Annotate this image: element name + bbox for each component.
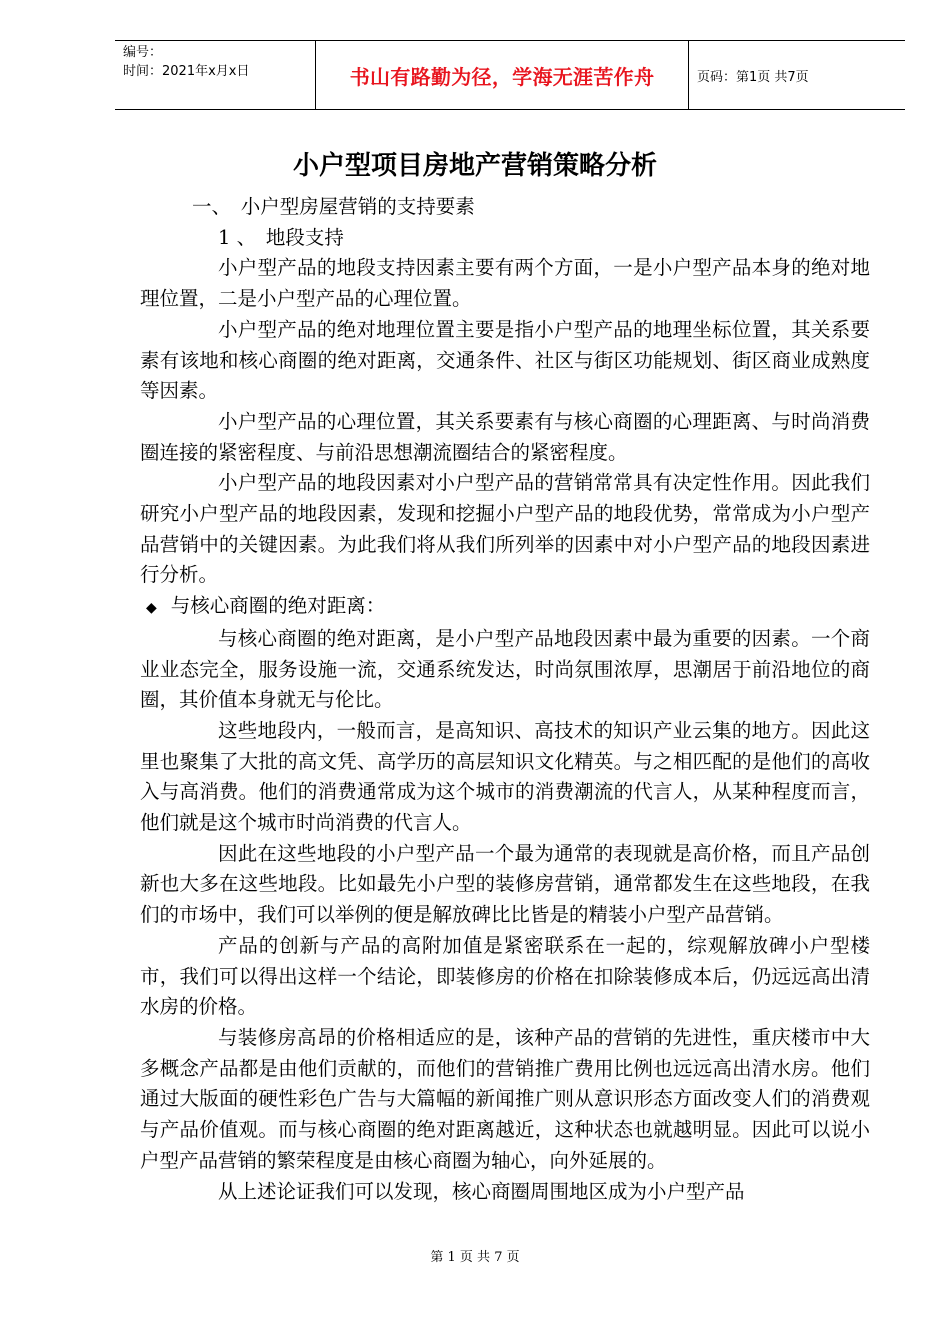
subsection-heading: 1 、 地段支持 <box>218 225 344 249</box>
paragraph: 小户型产品的地段因素对小户型产品的营销常常具有决定性作用。因此我们研究小户型产品的地段因素，发现和挖掘小户型产品的地段优势，常常成为小户型产品营销中的关键因素。为此我们将从我们所列举的因素中对小户型产品的地段因素进行分析。 <box>140 471 870 587</box>
doc-number-label: 编号： <box>123 45 163 60</box>
header-motto: 书山有路勤为径，学海无涯苦作舟 <box>349 64 655 89</box>
paragraph: 产品的创新与产品的高附加值是紧密联系在一起的，综观解放碑小户型楼市，我们可以得出这样一个结论，即装修房的价格在扣除装修成本后，仍远远高出清水房的价格。 <box>140 933 870 1019</box>
bullet-heading <box>140 591 870 624</box>
header-meta <box>115 41 315 109</box>
paragraph: 小户型产品的绝对地理位置主要是指小户型产品的地理坐标位置，其关系要素有该地和核心商圈的绝对距离，交通条件、社区与街区功能规划、街区商业成熟度等因素。 <box>140 317 870 403</box>
paragraph: 从上述论证我们可以发现，核心商圈周围地区成为小户型产品 <box>218 1179 745 1203</box>
paragraph: 因此在这些地段的小户型产品一个最为通常的表现就是高价格，而且产品创新也大多在这些地段。比如最先小户型的装修房营销，通常都发生在这些地段，在我们的市场中，我们可以举例的便是解放碑比比皆是的精装小户型产品营销。 <box>140 841 870 927</box>
diamond-bullet-icon: ◆ <box>146 600 157 617</box>
section-heading: 一、 小户型房屋营销的支持要素 <box>192 195 475 218</box>
header-motto-cell <box>315 41 689 109</box>
document-body <box>140 192 870 1207</box>
header-page-info: 页码：第1页 共7页 <box>697 69 809 85</box>
bullet-heading-text: 与核心商圈的绝对距离： <box>170 594 386 618</box>
paragraph: 这些地段内，一般而言，是高知识、高技术的知识产业云集的地方。因此这里也聚集了大批的高文凭、高学历的高层知识文化精英。与之相匹配的是他们的高收入与高消费。他们的消费通常成为这个城市的消费潮流的代言人，从某种程度而言，他们就是这个城市时尚消费的代言人。 <box>140 718 870 835</box>
page-header <box>115 40 905 110</box>
paragraph: 小户型产品的地段支持因素主要有两个方面，一是小户型产品本身的绝对地理位置，二是小户型产品的心理位置。 <box>140 256 870 311</box>
paragraph: 小户型产品的心理位置，其关系要素有与核心商圈的心理距离、与时尚消费圈连接的紧密程度、与前沿思想潮流圈结合的紧密程度。 <box>140 409 870 464</box>
page-footer: 第 1 页 共 7 页 <box>430 1250 520 1265</box>
paragraph: 与装修房高昂的价格相适应的是，该种产品的营销的先进性，重庆楼市中大多概念产品都是由他们贡献的，而他们的营销推广费用比例也远远高出清水房。他们通过大版面的硬性彩色广告与大篇幅的新闻推广则从意识形态方面改变人们的消费观与产品价值观。而与核心商圈的绝对距离越近，这种状态也就越明显。因此可以说小户型产品营销的繁荣程度是由核心商圈为轴心，向外延展的。 <box>140 1025 870 1172</box>
document-title: 小户型项目房地产营销策略分析 <box>292 151 657 181</box>
doc-date-label: 时间：2021年x月x日 <box>123 64 250 79</box>
paragraph: 与核心商圈的绝对距离，是小户型产品地段因素中最为重要的因素。一个商业业态完全，服务设施一流，交通系统发达，时尚氛围浓厚，思潮居于前沿地位的商圈，其价值本身就无与伦比。 <box>140 626 870 712</box>
